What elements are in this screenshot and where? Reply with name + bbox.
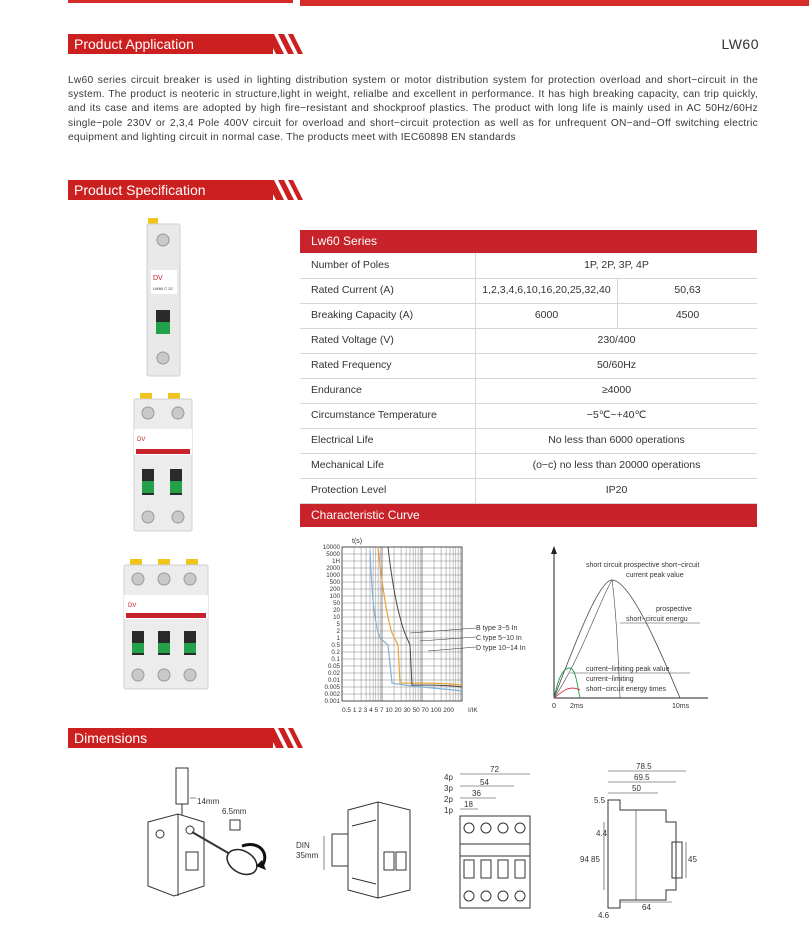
section-title-specification: Product Specification xyxy=(74,182,206,198)
legend-c-type: C type 5−10 In xyxy=(476,635,522,642)
spec-label: Number of Poles xyxy=(311,259,390,271)
product-description: Lw60 series circuit breaker is used in lighting distribution system or motor distribution system for protection overload and short−circuit in the system. The product is neoteric in structure,light in weight, relialbe and excellent in performance. It has high breaking capacity, can trip quickly, and its case and items are adopted by high fire−resistant and shockproof plastics. The product with long life is mainly used in AC 50Hz/60Hz single−pole 230V or 2,3,4 Pole 400V circuit for overload and short−circuit protection as well as for unfrequent ON−and−Off switching electric equipment and lighting circuit in normal case. The products meet with IEC60898 EN standards xyxy=(68,75,758,143)
dim-din-label: DIN xyxy=(296,841,310,850)
trip-y-tick: 5 xyxy=(336,621,340,629)
curve-title: Characteristic Curve xyxy=(311,508,420,522)
spec-value: ≥4000 xyxy=(601,384,632,396)
trip-y-tick: 0.005 xyxy=(324,684,340,692)
legend-d-type: D type 10−14 In xyxy=(476,645,526,652)
breaker-logo: DV xyxy=(153,275,163,282)
spec-label: Breaking Capacity (A) xyxy=(311,309,414,321)
dimension-side-drawing xyxy=(576,760,706,920)
section-title-application: Product Application xyxy=(74,36,194,52)
top-rule-right xyxy=(300,0,809,6)
legend-b-type: B type 3−5 In xyxy=(476,625,518,632)
dim-94: 94 xyxy=(580,855,589,864)
spec-row xyxy=(300,478,757,504)
dimension-wiring-drawing xyxy=(130,762,280,912)
spec-table-title: Lw60 Series xyxy=(311,234,378,248)
breaker-2p-image xyxy=(134,393,192,531)
dim-5-5: 5.5 xyxy=(594,796,606,805)
energy-x-tick-10ms: 10ms xyxy=(672,703,690,710)
dim-78-5: 78.5 xyxy=(636,762,652,771)
energy-label-7: short−circuit energy times xyxy=(586,686,666,693)
energy-label-5: current−limiting peak value xyxy=(586,666,670,673)
spec-value: 230/400 xyxy=(597,334,636,346)
trip-x-unit: I/IK xyxy=(468,707,478,714)
dim-2p: 2p xyxy=(444,795,453,804)
spec-value: No less than 6000 operations xyxy=(548,434,685,446)
trip-y-tick: 1000 xyxy=(326,572,340,580)
spec-label: Rated Voltage (V) xyxy=(311,334,394,346)
spec-label: Circumstance Temperature xyxy=(311,409,437,421)
energy-label-1: short circuit prospective short−circuit xyxy=(586,562,700,569)
trip-y-tick: 0.01 xyxy=(327,677,340,685)
section-title-dimensions: Dimensions xyxy=(74,730,148,746)
breaker-1p-image xyxy=(147,218,180,376)
trip-y-unit: t(s) xyxy=(352,538,363,545)
trip-y-tick: 10 xyxy=(333,614,340,622)
section-header-specification xyxy=(68,180,300,200)
dim-1p: 1p xyxy=(444,806,453,815)
spec-row xyxy=(300,353,757,379)
dim-3p: 3p xyxy=(444,784,453,793)
product-images xyxy=(120,210,230,700)
energy-label-6: current−limiting xyxy=(586,676,634,683)
spec-value: −5℃~+40℃ xyxy=(586,409,647,421)
dim-6-5mm: 6.5mm xyxy=(222,807,247,816)
spec-row xyxy=(300,428,757,454)
energy-label-3: prospective xyxy=(656,606,692,613)
energy-x-tick-2ms: 2ms xyxy=(570,703,584,710)
spec-label: Endurance xyxy=(311,384,362,396)
spec-value: 50/60Hz xyxy=(596,359,637,371)
curve-header xyxy=(300,504,757,527)
spec-value-b: 4500 xyxy=(675,309,700,321)
trip-y-tick: 20 xyxy=(333,607,340,615)
trip-x-ticks: 0.5 1 2 3 4 5 7 10 20 30 50 70 100 200 xyxy=(342,707,455,714)
dim-85: 85 xyxy=(591,855,600,864)
trip-y-tick: 1 xyxy=(336,635,340,643)
dimension-front-drawing xyxy=(440,764,545,914)
dim-18: 18 xyxy=(464,800,473,809)
spec-value-a: 6000 xyxy=(534,309,559,321)
trip-y-tick: 0.2 xyxy=(331,649,340,657)
dim-50: 50 xyxy=(632,784,641,793)
trip-y-tick: 2000 xyxy=(326,565,340,573)
trip-y-tick: 0.1 xyxy=(331,656,340,664)
spec-table-header xyxy=(300,230,757,253)
spec-row xyxy=(300,403,757,429)
spec-value-a: 1,2,3,4,6,10,16,20,25,32,40 xyxy=(482,284,611,296)
spec-row xyxy=(300,453,757,479)
trip-y-tick: 5000 xyxy=(326,551,340,559)
spec-row xyxy=(300,253,757,279)
trip-y-tick: 2 xyxy=(336,628,340,636)
spec-row xyxy=(300,378,757,404)
trip-curve-chart xyxy=(300,533,540,715)
dimension-din-drawing xyxy=(292,790,422,910)
spec-label: Mechanical Life xyxy=(311,459,384,471)
dim-14mm: 14mm xyxy=(197,797,220,806)
spec-label: Protection Level xyxy=(311,484,387,496)
spec-label: Rated Frequency xyxy=(311,359,392,371)
energy-label-4: short−circuit energu xyxy=(626,616,688,623)
limited-energy-curve xyxy=(554,688,580,698)
trip-y-tick: 1H xyxy=(332,558,340,566)
dim-45: 45 xyxy=(688,855,697,864)
dim-54: 54 xyxy=(480,778,489,787)
dim-din-35mm: 35mm xyxy=(296,851,319,860)
energy-x-tick-0: 0 xyxy=(552,703,556,710)
breaker-3p-image xyxy=(124,559,208,689)
spec-value-b: 50,63 xyxy=(674,284,701,296)
section-header-dimensions xyxy=(68,728,300,748)
spec-value: 1P, 2P, 3P, 4P xyxy=(584,259,649,271)
dim-72: 72 xyxy=(490,765,499,774)
breaker-module-text: LW60 C 32 xyxy=(153,286,173,291)
trip-y-tick: 500 xyxy=(329,579,340,587)
dim-4-4: 4.4 xyxy=(596,829,608,838)
spec-row xyxy=(300,278,757,304)
trip-y-tick: 10000 xyxy=(322,544,340,552)
energy-label-2: current peak value xyxy=(626,572,684,579)
top-rule-left xyxy=(68,0,293,3)
trip-y-tick: 50 xyxy=(333,600,340,608)
spec-label: Rated Current (A) xyxy=(311,284,394,296)
dim-4-6: 4.6 xyxy=(598,911,610,920)
trip-y-tick: 100 xyxy=(329,593,340,601)
trip-y-tick: 0.5 xyxy=(331,642,340,650)
model-label: LW60 xyxy=(721,36,759,52)
energy-curve-chart xyxy=(540,540,760,715)
breaker-3p-logo: DV xyxy=(128,603,137,609)
trip-y-tick: 200 xyxy=(329,586,340,594)
dim-64: 64 xyxy=(642,903,651,912)
dim-36: 36 xyxy=(472,789,481,798)
curve-b-type xyxy=(370,551,462,691)
trip-y-tick: 0.05 xyxy=(327,663,340,671)
spec-row xyxy=(300,303,757,329)
trip-y-tick: 0.02 xyxy=(327,670,340,678)
dim-4p: 4p xyxy=(444,773,453,782)
spec-row xyxy=(300,328,757,354)
dim-69-5: 69.5 xyxy=(634,773,650,782)
limited-current-curve xyxy=(554,668,580,698)
spec-value: (o−c) no less than 20000 operations xyxy=(532,459,701,471)
spec-value: IP20 xyxy=(605,484,628,496)
trip-y-tick: 0.001 xyxy=(324,698,340,706)
spec-label: Electrical Life xyxy=(311,434,374,446)
breaker-2p-logo: DV xyxy=(137,437,146,443)
trip-y-tick: 0.002 xyxy=(324,691,340,699)
section-header-application xyxy=(68,34,300,54)
